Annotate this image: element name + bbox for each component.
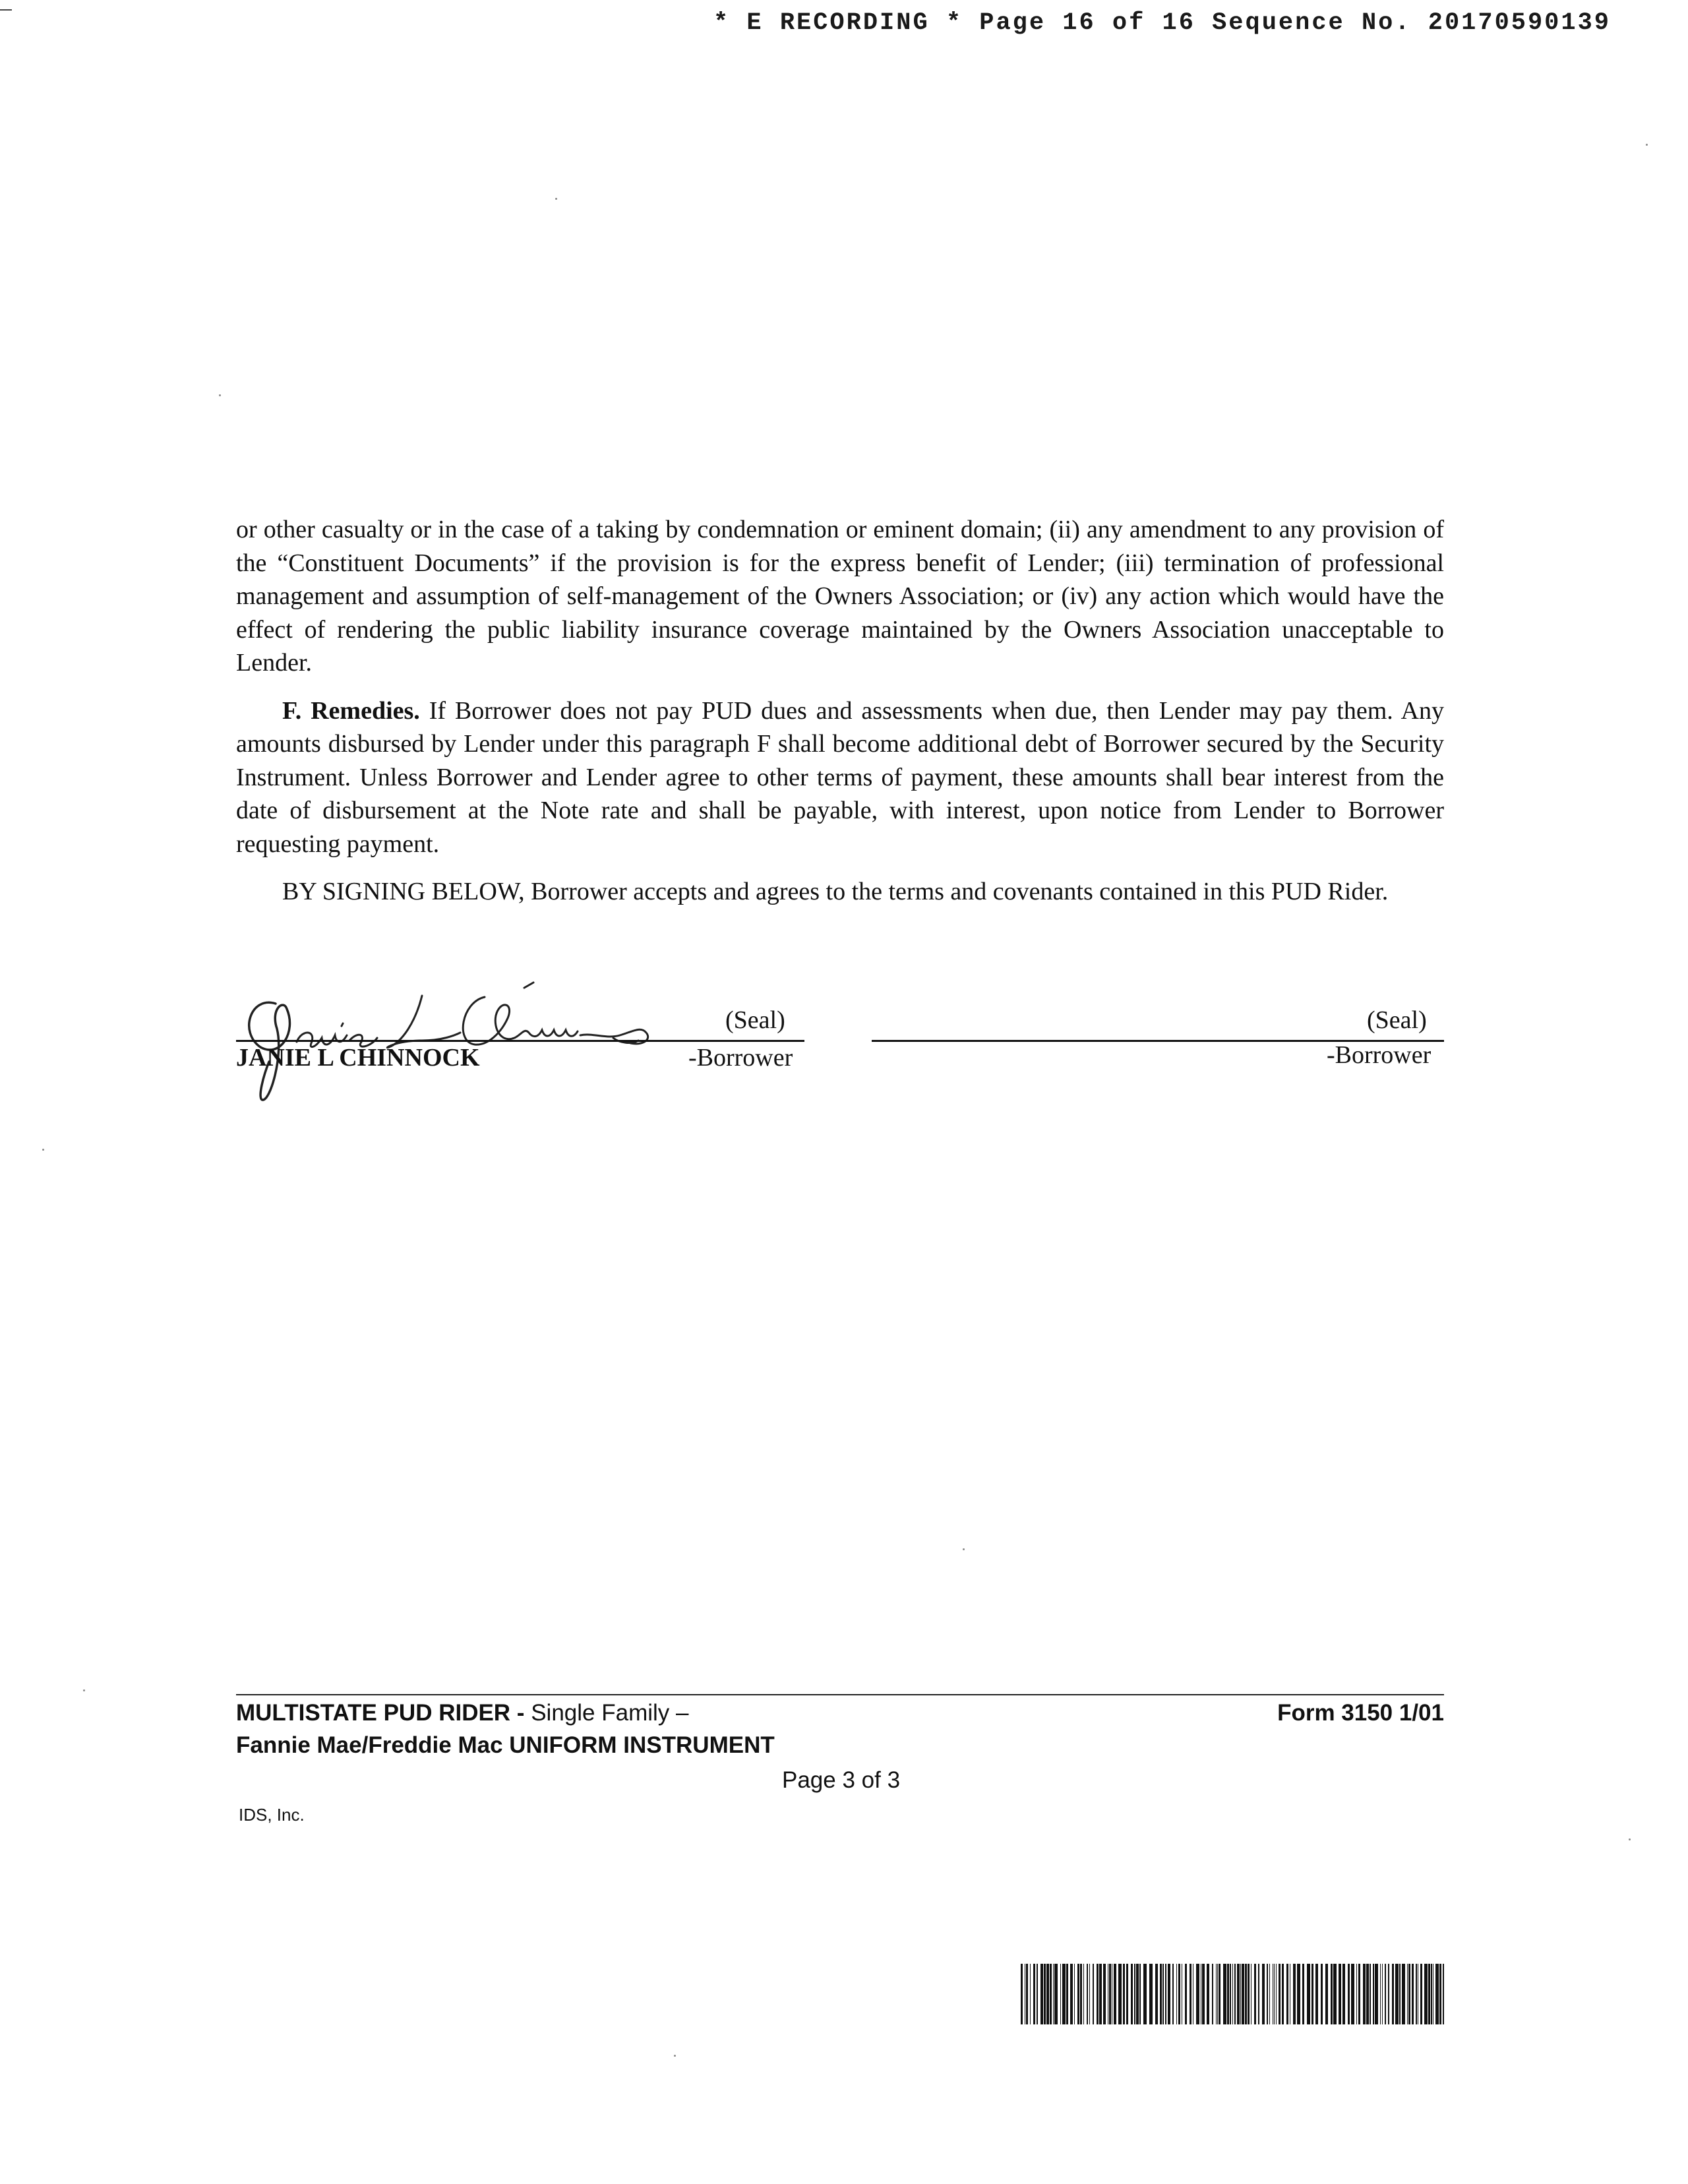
paragraph-casualty: or other casualty or in the case of a taking by condemnation or eminent domain; (ii) any amendment to any provision of the “Constituent Documents” if the provision is for the express benefit of Lender; (iii) termination of professional management and assumption of self-management of the Owners Association; or (iv) any action which would have the effect of rendering the public liability insurance coverage maintained by the Owners Association unacceptable to Lender. — [236, 516, 1444, 677]
borrower-name: JANIE L CHINNOCK — [236, 1044, 480, 1072]
vendor-label: IDS, Inc. — [239, 1805, 305, 1825]
scan-speck — [1629, 1838, 1631, 1840]
rider-body — [236, 513, 1444, 923]
handwritten-signature — [224, 969, 725, 1108]
scan-speck — [1646, 144, 1648, 146]
borrower-role-right: -Borrower — [1327, 1041, 1432, 1069]
page-number: Page 3 of 3 — [782, 1767, 901, 1793]
borrower-role-left: -Borrower — [688, 1044, 793, 1072]
footer-title-regular: Single Family – — [531, 1700, 689, 1726]
form-number: Form 3150 1/01 — [1277, 1700, 1444, 1726]
footer-title-bold: MULTISTATE PUD RIDER - — [236, 1700, 531, 1726]
scan-speck — [674, 2055, 676, 2057]
corner-mark — [0, 9, 12, 11]
barcode-icon — [1021, 1964, 1444, 2024]
recording-header: * E RECORDING * Page 16 of 16 Sequence No. 20170590139 — [713, 9, 1611, 37]
signing-statement: BY SIGNING BELOW, Borrower accepts and agrees to the terms and covenants contained in this PUD Rider. — [282, 878, 1389, 905]
scan-speck — [555, 198, 557, 200]
scan-speck — [83, 1689, 85, 1691]
footer-form-title — [236, 1700, 688, 1726]
footer-subtitle: Fannie Mae/Freddie Mac UNIFORM INSTRUMENT — [236, 1732, 775, 1758]
scan-speck — [219, 394, 221, 396]
footer-divider — [236, 1694, 1444, 1695]
seal-label-left: (Seal) — [725, 1006, 785, 1034]
remedies-heading: F. Remedies. — [282, 696, 420, 725]
paragraph-remedies — [236, 694, 1444, 861]
seal-label-right: (Seal) — [1367, 1006, 1427, 1034]
scan-speck — [963, 1548, 965, 1550]
scan-speck — [42, 1149, 44, 1151]
signature-line-left — [236, 1040, 804, 1042]
remedies-text: If Borrower does not pay PUD dues and assessments when due, then Lender may pay them. Any amounts disbursed by Lender under this paragraph F shall become additional debt of Borrower secured by the Security Instrument. Unless Borrower and Lender agree to other terms of payment, these amounts shall bear interest from the date of disbursement at the Note rate and shall be payable, with interest, upon notice from Lender to Borrower requesting payment. — [236, 696, 1444, 858]
